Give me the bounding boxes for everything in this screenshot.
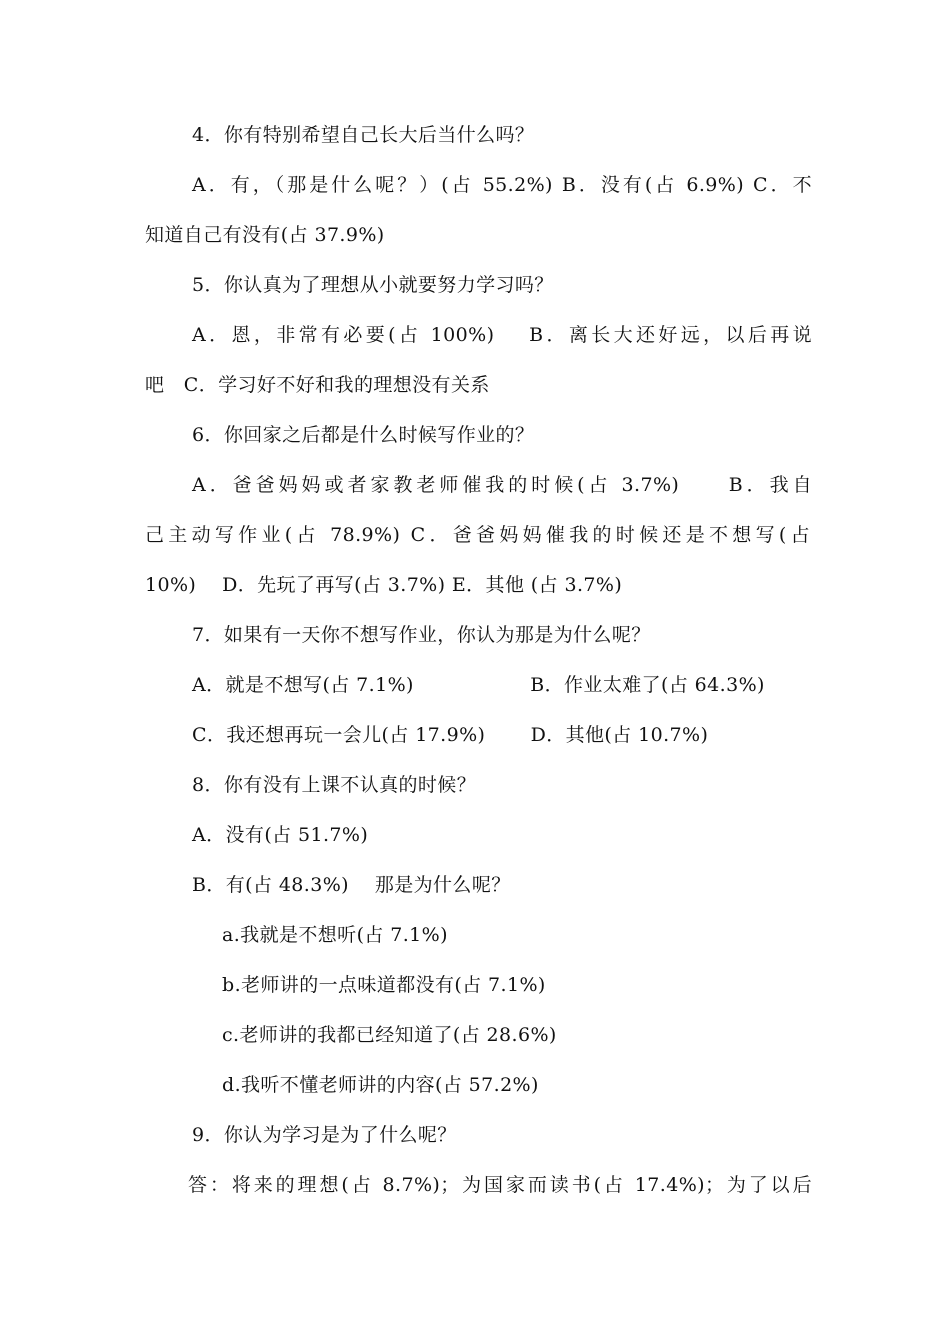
question-4-options-line-2: 知道自己有没有(占 37.9%)	[145, 224, 385, 246]
question-9-answer: 答：将来的理想(占 8.7%)；为国家而读书(占 17.4%)；为了以后	[188, 1174, 812, 1196]
question-8-sub-b: b.老师讲的一点味道都没有(占 7.1%)	[222, 974, 546, 996]
question-4: 4．你有特别希望自己长大后当什么吗？	[192, 124, 535, 146]
question-6-options-line-2: 己主动写作业(占 78.9%) C．爸爸妈妈催我的时候还是不想写(占	[145, 524, 810, 546]
question-7-options-line-2: C．我还想再玩一会儿(占 17.9%) D．其他(占 10.7%)	[192, 724, 709, 746]
question-8-sub-d: d.我听不懂老师讲的内容(占 57.2%)	[222, 1074, 539, 1096]
question-6: 6．你回家之后都是什么时候写作业的？	[192, 424, 535, 446]
question-7-options-line-1: A．就是不想写(占 7.1%) B．作业太难了(占 64.3%)	[192, 674, 765, 696]
question-8: 8．你有没有上课不认真的时候？	[192, 774, 477, 796]
question-8-sub-c: c.老师讲的我都已经知道了(占 28.6%)	[222, 1024, 557, 1046]
question-6-options-line-3: 10%) D．先玩了再写(占 3.7%) E．其他 (占 3.7%)	[145, 574, 623, 596]
question-8-option-a: A．没有(占 51.7%)	[192, 824, 369, 846]
question-5: 5．你认真为了理想从小就要努力学习吗？	[192, 274, 554, 296]
question-8-sub-a: a.我就是不想听(占 7.1%)	[222, 924, 448, 946]
question-5-options-line-2: 吧 C．学习好不好和我的理想没有关系	[145, 374, 490, 396]
question-6-options-line-1: A．爸爸妈妈或者家教老师催我的时候(占 3.7%) B．我自	[192, 474, 812, 496]
question-7: 7．如果有一天你不想写作业，你认为那是为什么呢？	[192, 624, 651, 646]
question-5-options-line-1: A．恩，非常有必要(占 100%) B．离长大还好远，以后再说	[192, 324, 812, 346]
question-8-option-b: B．有(占 48.3%) 那是为什么呢？	[192, 874, 511, 896]
question-4-options-line-1: A．有，（那是什么呢？）(占 55.2%) B．没有(占 6.9%) C．不	[192, 174, 812, 196]
question-9: 9．你认为学习是为了什么呢？	[192, 1124, 457, 1146]
